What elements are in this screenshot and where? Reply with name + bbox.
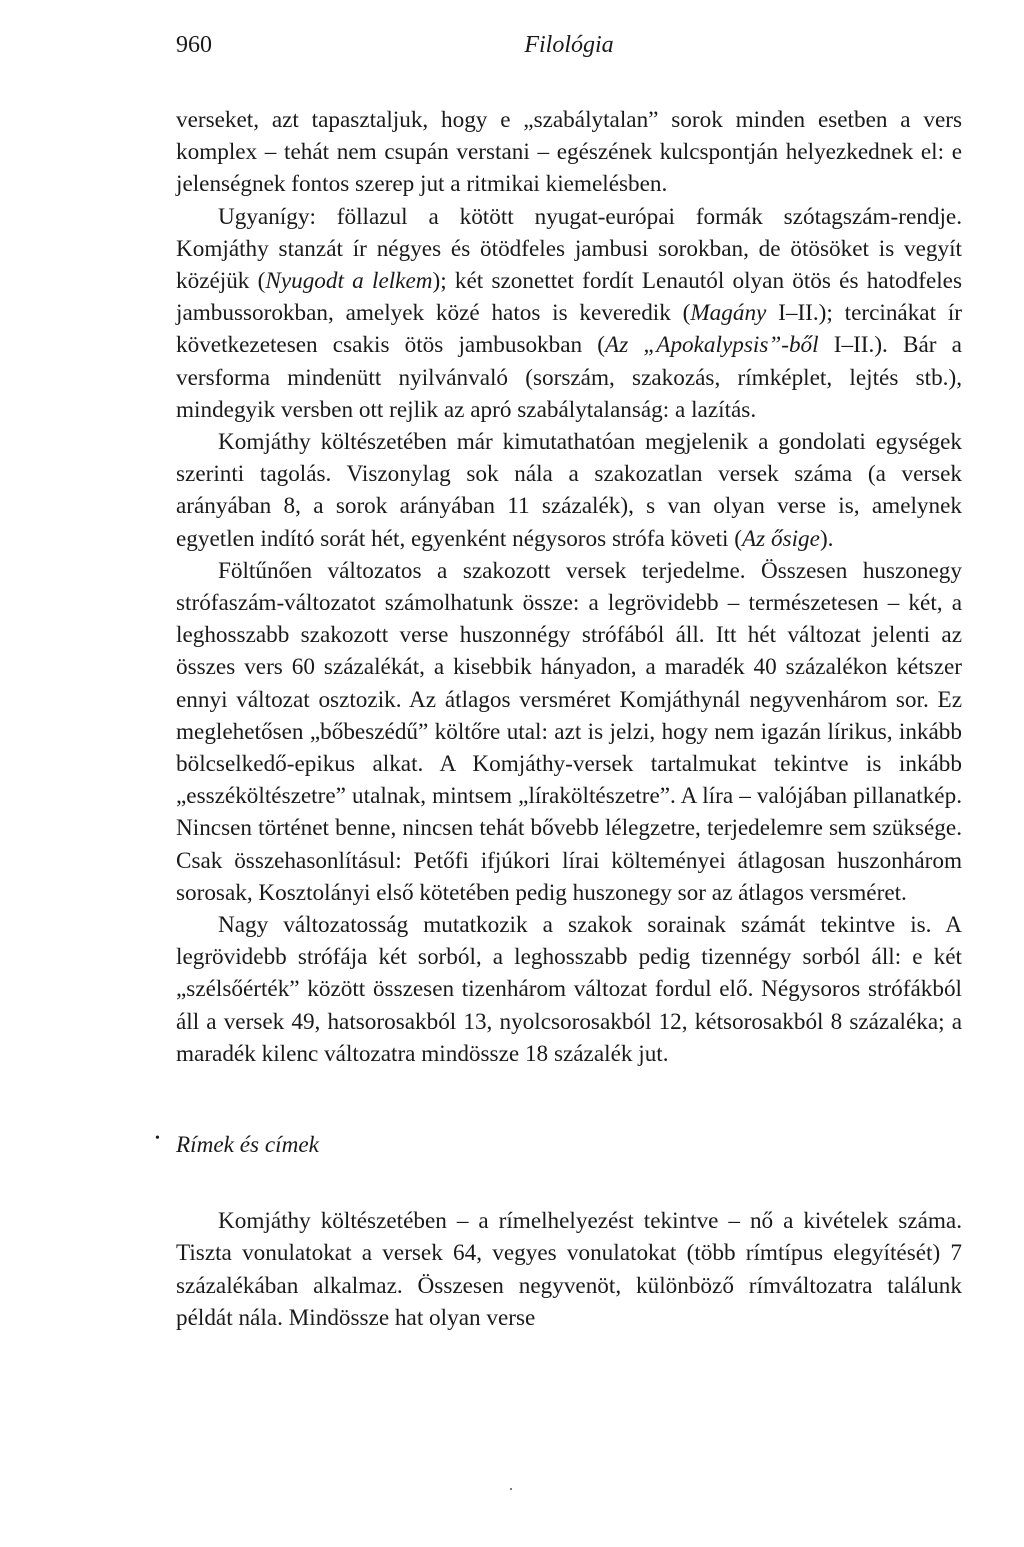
section-heading-text: Rímek és címek [176, 1132, 319, 1159]
paragraph: Komjáthy költészetében – a rímelhelyezést tekintve – nő a kivételek száma. Tiszta vonulatokat a versek 64, vegyes vonulatokat (több rímtípus elegyítését) 7 százalékában alkalmaz. Összesen negyvenöt, különböző rímváltozatra találunk példát nála. Mindössze hat olyan verse [176, 1208, 962, 1331]
page-header [176, 32, 962, 68]
paragraph: Nagy változatosság mutatkozik a szakok sorainak számát tekintve is. A legrövidebb strófája két sorból, a leghosszabb pedig tizennégy sorból áll: e két „szélsőérték” között összesen tizenhárom változat fordul elő. Négysoros strófákból áll a versek 49, hatsorosakból 13, nyolcsorosakból 12, kétsorosakból 8 százaléka; a maradék kilenc változatra mindössze 18 százalék jut. [176, 912, 962, 1067]
work-title: Az „Apokalypsis”-ből [605, 332, 819, 359]
bullet-mark: • [155, 1131, 160, 1147]
running-title: Filológia [524, 32, 614, 58]
paragraph-continued: verseket, azt tapasztaljuk, hogy e „szabálytalan” sorok minden esetben a vers komplex – tehát nem csupán verstani – egészének kulcspontján helyezkednek el: e jelenségnek fontos szerep jut a ritmikai kiemelésben. [176, 107, 962, 198]
paragraph: Ugyanígy: föllazul a kötött nyugat-európai formák szótagszám-rendje. Komjáthy stanzát ír négyes és ötödfeles jambusi sorokban, de ötösöket is vegyít közéjük (Nyugodt a lelkem); két szonettet fordít Lenautól olyan ötös és hatodfeles jambussorokban, amelyek közé hatos is keveredik (Magány I–II.); tercinákat ír következetesen csakis ötös jambusokban (Az „Apokalypsis”-ből I–II.). Bár a versforma mindenütt nyilvánvaló (sorszám, szakozás, rímképlet, lejtés stb.), mindegyik versben ott rejlik az apró szabálytalanság: a lazítás. [176, 203, 962, 423]
work-title: Magány [690, 300, 767, 327]
section-heading [155, 1129, 962, 1161]
print-speck [510, 1488, 512, 1490]
work-title: Az ősige [742, 525, 820, 552]
page-number: 960 [176, 32, 212, 58]
paragraph: Föltűnően változatos a szakozott versek terjedelme. Összesen huszonegy strófaszám-változatot számolhatunk össze: a legrövidebb – természetesen – két, a leghosszabb szakozott verse huszonnégy strófából áll. Itt hét változat jelenti az összes vers 60 százalékát, a kisebbik hányadon, a maradék 40 százalékon kétszer ennyi változat osztozik. Az átlagos versméret Komjáthynál negyvenhárom sor. Ez meglehetősen „bőbeszédű” költőre utal: azt is jelzi, hogy nem igazán lírikus, inkább bölcselkedő-epikus alkat. A Komjáthy-versek tartalmukat tekintve is inkább „esszéköltészetre” utalnak, mintsem „líraköltészetre”. A líra – valójában pillanatkép. Nincsen történet benne, nincsen tehát bővebb lélegzetre, terjedelemre sem szüksége. Csak összehasonlításul: Petőfi ifjúkori lírai költeményei átlagosan huszonhárom sorosak, Kosztolányi első kötetében pedig huszonegy sor az átlagos versméret. [176, 557, 962, 906]
main-text [155, 104, 962, 1334]
work-title: Nyugodt a lelkem [265, 268, 433, 295]
paragraph: Komjáthy költészetében már kimutathatóan megjelenik a gondolati egységek szerinti tagolás. Viszonylag sok nála a szakozatlan versek száma (a versek arányában 8, a sorok arányában 11 százalék), s van olyan verse is, amelynek egyetlen indító sorát hét, egyenként négysoros strófa követi (Az ősige). [176, 429, 962, 552]
